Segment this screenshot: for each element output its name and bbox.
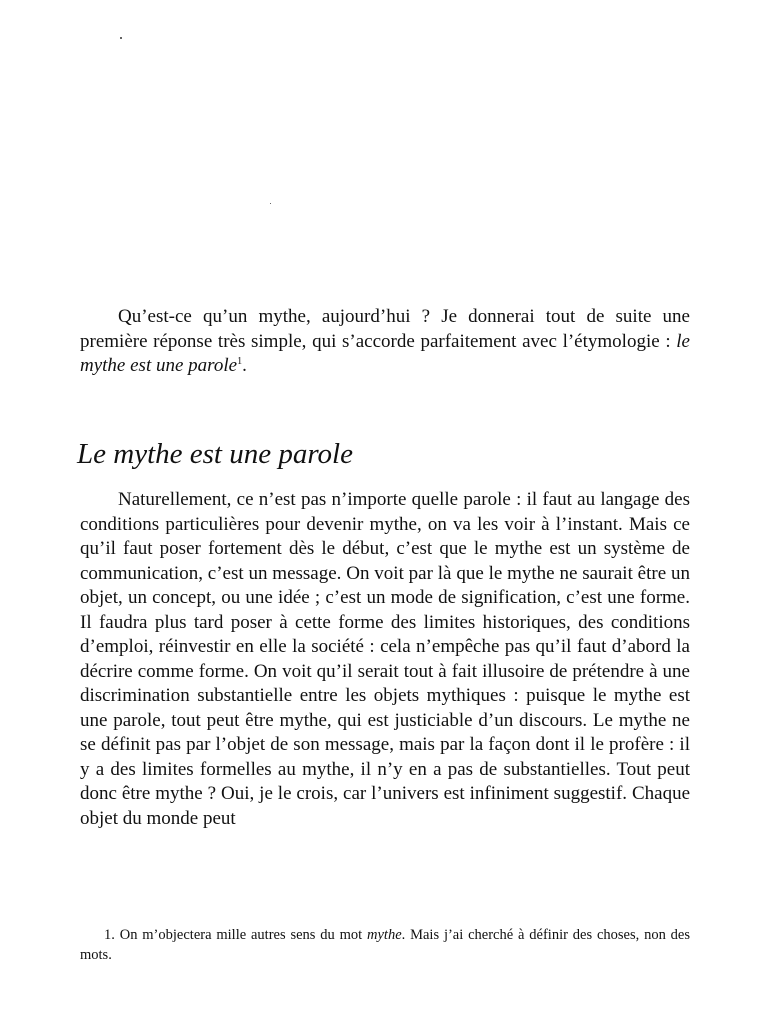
footnote-text-after: . Mais j’ai cherché à définir des choses, non des mots. bbox=[80, 927, 690, 963]
footnote-reference[interactable]: 1 bbox=[237, 356, 243, 367]
intro-paragraph bbox=[80, 305, 690, 379]
print-speck bbox=[270, 203, 271, 204]
intro-text: Qu’est-ce qu’un mythe, aujourd’hui ? Je donnerai tout de suite une première réponse très simple, qui s’accorde parfaitement avec l’étymologie : bbox=[80, 306, 690, 352]
intro-end: . bbox=[242, 355, 247, 376]
footnote-number: 1. bbox=[104, 927, 120, 943]
body-paragraph: Naturellement, ce n’est pas n’importe quelle parole : il faut au langage des conditions particulières pour devenir mythe, on va les voir à l’instant. Mais ce qu’il faut poser fortement dès le début, c’est que le mythe est un système de communication, c’est un message. On voit par là que le mythe ne saurait être un objet, un concept, ou une idée ; c’est un mode de signification, c’est une forme. Il faudra plus tard poser à cette forme des limites historiques, des conditions d’emploi, réinvestir en elle la société : cela n’empêche pas qu’il faut d’abord la décrire comme forme. On voit qu’il serait tout à fait illusoire de prétendre à une discrimination substantielle entre les objets mythiques : puisque le mythe est une parole, tout peut être mythe, qui est justiciable d’un discours. Le mythe ne se définit pas par l’objet de son message, mais par la façon dont il le profère : il y a des limites formelles au mythe, il n’y en a pas de substantielles. Tout peut donc être mythe ? Oui, je le crois, car l’univers est infiniment suggestif. Chaque objet du monde peut bbox=[80, 489, 690, 829]
footnote bbox=[80, 925, 690, 965]
intro-emphasis: le mythe est une parole bbox=[80, 330, 690, 376]
print-speck bbox=[120, 37, 122, 39]
footnote-emphasis: mythe bbox=[367, 927, 402, 943]
section-heading: Le mythe est une parole bbox=[77, 438, 353, 470]
footnote-text-before: On m’objectera mille autres sens du mot bbox=[119, 927, 368, 943]
